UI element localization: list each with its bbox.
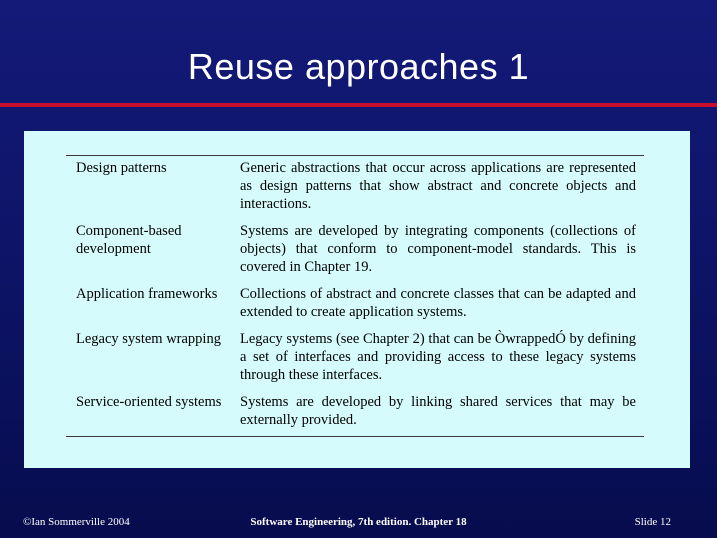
approach-term: Legacy system wrapping [76, 331, 221, 347]
footer-copyright: ©Ian Sommerville 2004 [23, 516, 130, 528]
table-row [66, 321, 644, 384]
approach-description: Legacy systems (see Chapter 2) that can be ÒwrappedÓ by defining a set of interfaces and providing access to these legacy systems through these interfaces. [240, 331, 636, 383]
table-row [66, 156, 644, 214]
footer-slide-number: Slide 12 [634, 516, 671, 528]
approach-term: Service-oriented systems [76, 394, 222, 410]
approach-term: Component-based development [76, 223, 182, 257]
table-row [66, 276, 644, 321]
approach-term: Application frameworks [76, 286, 218, 302]
table-row [66, 384, 644, 437]
approach-description: Systems are developed by integrating components (collections of objects) that conform to component-model standards. This is covered in Chapter 19. [240, 223, 636, 275]
slide-title: Reuse approaches 1 [187, 46, 530, 87]
approach-description: Collections of abstract and concrete classes that can be adapted and extended to create application systems. [240, 286, 636, 320]
footer-book-title: Software Engineering, 7th edition. Chapter 18 [250, 516, 467, 528]
reuse-approaches-table [66, 155, 644, 437]
content-panel [24, 131, 690, 468]
table-row [66, 213, 644, 276]
approach-description: Systems are developed by linking shared services that may be externally provided. [240, 394, 636, 428]
approach-term: Design patterns [76, 160, 167, 176]
approach-description: Generic abstractions that occur across applications are represented as design patterns that show abstract and concrete objects and interactions. [240, 160, 636, 212]
title-divider [0, 103, 717, 107]
